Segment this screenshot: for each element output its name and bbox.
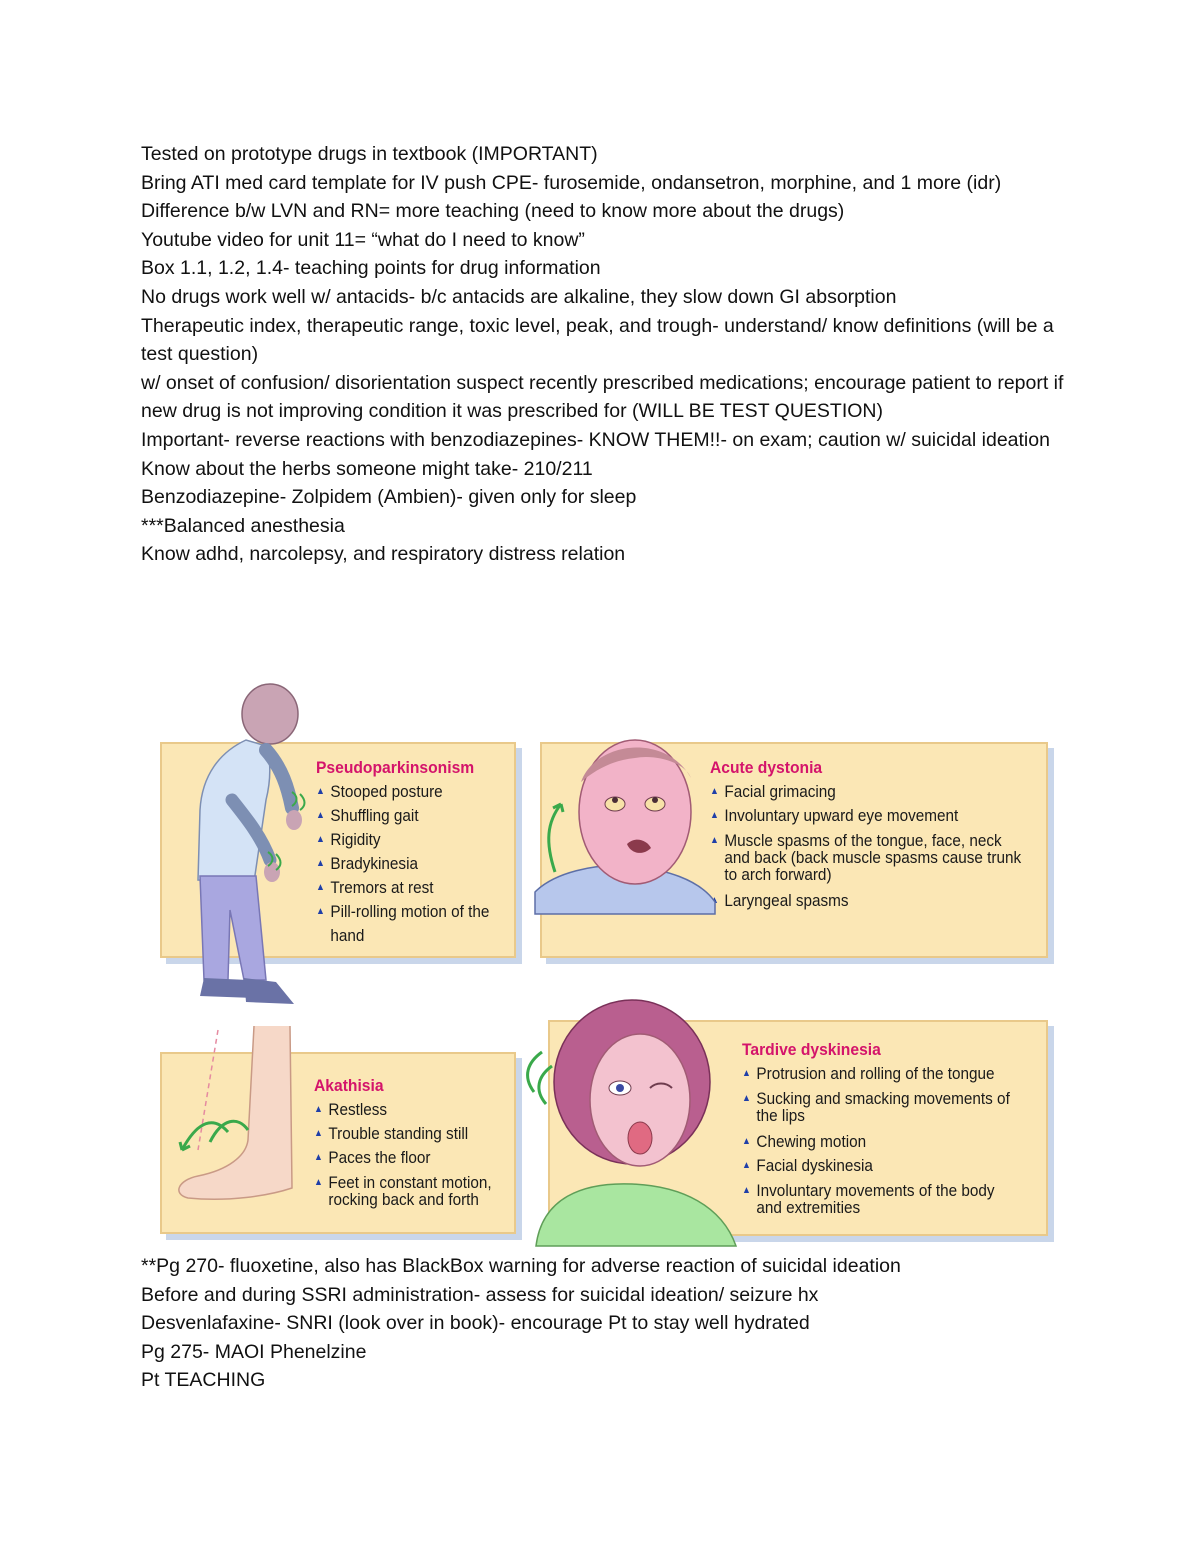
symptom-list: [710, 780, 1021, 913]
note-line: Youtube video for unit 11= “what do I need to know”: [141, 228, 585, 251]
symptom-item: ▲ Stooped posture: [316, 780, 496, 804]
symptom-item: ▲ Restless: [314, 1098, 503, 1122]
tardive-woman-illustration: [522, 992, 742, 1246]
symptom-item: ▲ Rigidity: [316, 828, 496, 852]
symptom-item: ▲ Pill-rolling motion of the hand: [316, 900, 496, 948]
symptom-list: [742, 1062, 1021, 1216]
symptom-item: ▲ Involuntary movements of the body and extremities: [742, 1182, 1021, 1216]
note-line: Before and during SSRI administration- assess for suicidal ideation/ seizure hx: [141, 1283, 819, 1306]
panel-title: Tardive dyskinesia: [742, 1040, 881, 1059]
symptom-item: ▲ Protrusion and rolling of the tongue: [742, 1062, 1021, 1086]
notes-bottom: [141, 1252, 1071, 1395]
panel-title: Pseudoparkinsonism: [316, 758, 475, 777]
note-line: Important- reverse reactions with benzodiazepines- KNOW THEM!!- on exam; caution w/ suicidal ideation: [141, 428, 1050, 451]
symptom-item: ▲ Shuffling gait: [316, 804, 496, 828]
note-line: Bring ATI med card template for IV push CPE- furosemide, ondansetron, morphine, and 1 more (idr): [141, 171, 1002, 194]
symptom-item: ▲ Paces the floor: [314, 1146, 503, 1170]
note-line: Tested on prototype drugs in textbook (IMPORTANT): [141, 143, 598, 165]
symptom-item: ▲ Facial grimacing: [710, 780, 1021, 804]
note-line: w/ onset of confusion/ disorientation suspect recently prescribed medications; encourage patient to report if new drug is not improving condition it was prescribed for (WILL BE TEST QUESTION): [141, 371, 1069, 423]
symptom-item: ▲ Trouble standing still: [314, 1122, 503, 1146]
symptom-item: ▲ Facial dyskinesia: [742, 1154, 1021, 1178]
notes-top: [141, 140, 1071, 569]
symptom-item: ▲ Involuntary upward eye movement: [710, 804, 1021, 828]
stooped-man-illustration: [170, 680, 310, 1020]
symptom-list: [314, 1098, 503, 1208]
symptom-item: ▲ Muscle spasms of the tongue, face, neck and back (back muscle spasms cause trunk to arch forward): [710, 832, 1021, 883]
foot-illustration: [168, 1020, 318, 1220]
note-line: No drugs work well w/ antacids- b/c antacids are alkaline, they slow down GI absorption: [141, 285, 897, 308]
note-line: Know about the herbs someone might take- 210/211: [141, 457, 593, 480]
symptom-item: ▲ Feet in constant motion, rocking back and forth: [314, 1174, 503, 1208]
note-line: Pt TEACHING: [141, 1369, 266, 1392]
note-line: Know adhd, narcolepsy, and respiratory distress relation: [141, 543, 626, 566]
eps-figure: [150, 680, 1060, 1246]
symptom-item: ▲ Tremors at rest: [316, 876, 496, 900]
symptom-item: ▲ Sucking and smacking movements of the lips: [742, 1090, 1021, 1124]
panel-title: Acute dystonia: [710, 758, 823, 777]
note-line: Box 1.1, 1.2, 1.4- teaching points for drug information: [141, 257, 601, 280]
note-line: Difference b/w LVN and RN= more teaching (need to know more about the drugs): [141, 200, 845, 223]
symptom-item: ▲ Laryngeal spasms: [710, 889, 1021, 913]
note-line: Desvenlafaxine- SNRI (look over in book)- encourage Pt to stay well hydrated: [141, 1312, 810, 1335]
panel-title: Akathisia: [314, 1076, 384, 1095]
symptom-list: [316, 780, 496, 948]
note-line: **Pg 270- fluoxetine, also has BlackBox warning for adverse reaction of suicidal ideation: [141, 1255, 901, 1277]
note-line: Benzodiazepine- Zolpidem (Ambien)- given only for sleep: [141, 486, 637, 509]
note-line: ***Balanced anesthesia: [141, 514, 345, 537]
note-line: Pg 275- MAOI Phenelzine: [141, 1340, 367, 1363]
symptom-item: ▲ Chewing motion: [742, 1130, 1021, 1154]
note-line: Therapeutic index, therapeutic range, toxic level, peak, and trough- understand/ know definitions (will be a test question): [141, 314, 1060, 366]
dystonia-face-illustration: [535, 732, 715, 914]
symptom-item: ▲ Bradykinesia: [316, 852, 496, 876]
